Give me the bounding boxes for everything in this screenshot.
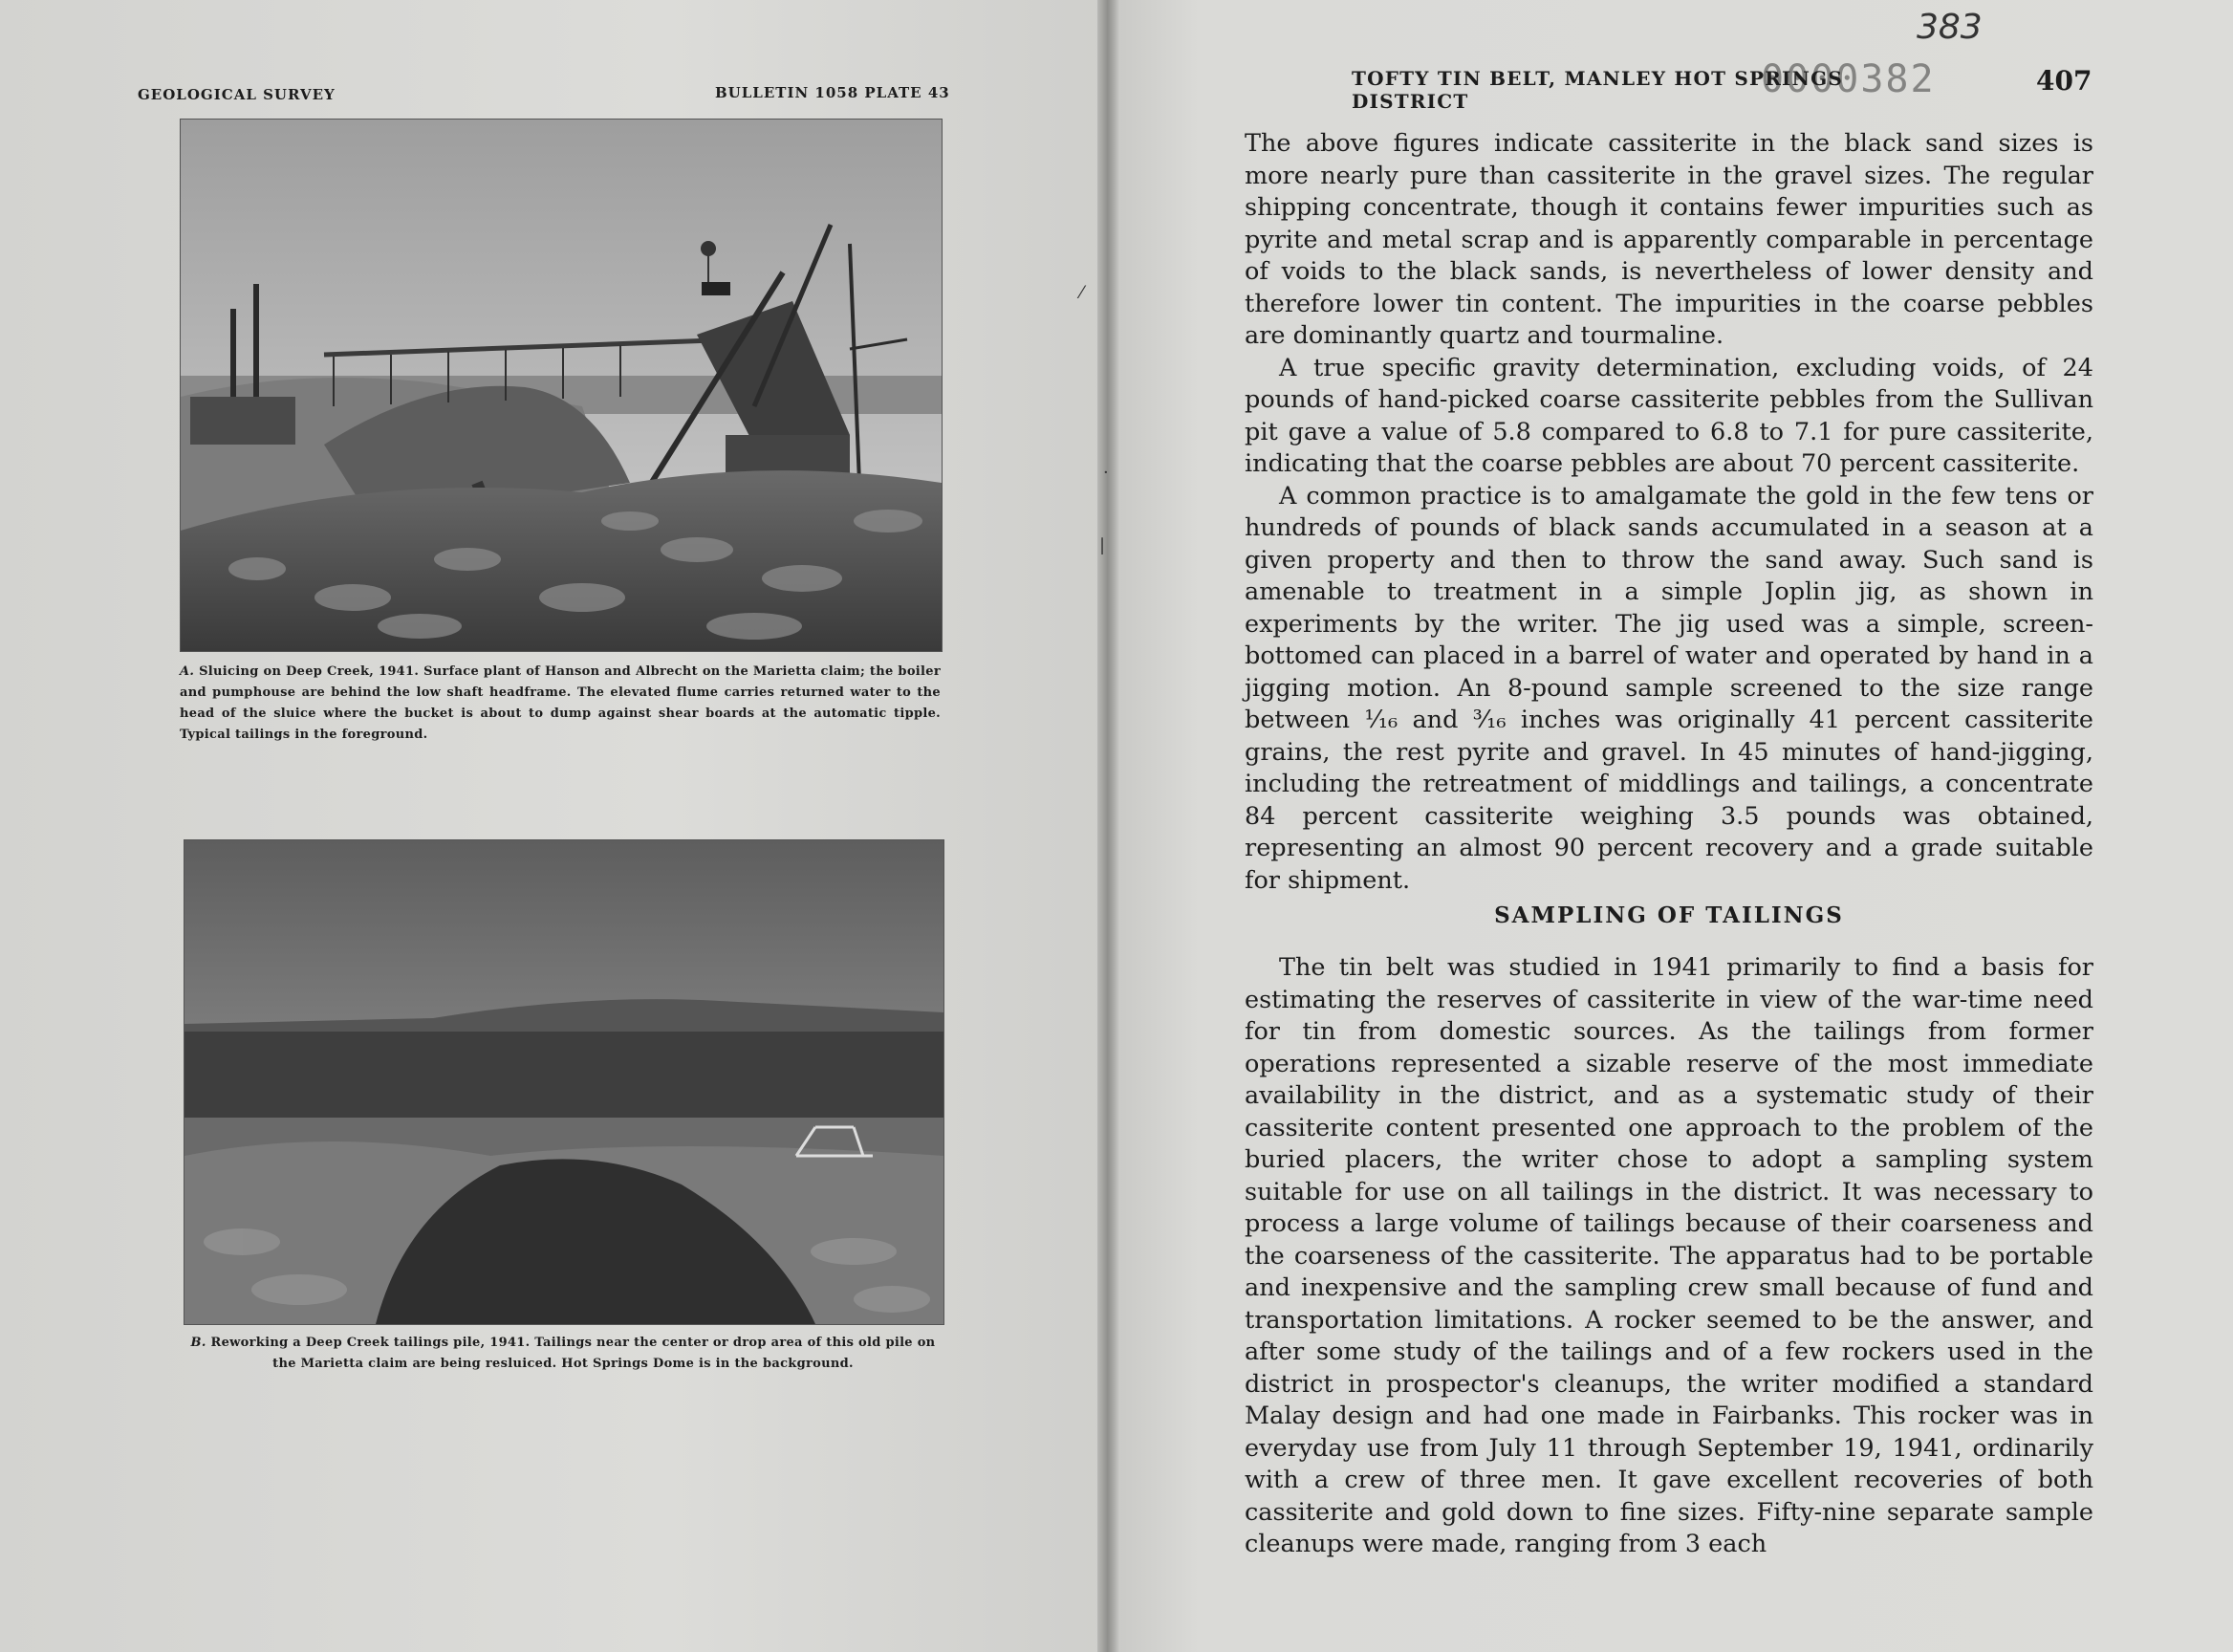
photo-b-caption: [184, 1333, 943, 1375]
margin-mark: ·: [1103, 463, 1109, 483]
stamped-number: 0000382: [1761, 57, 1936, 101]
page-number: 407: [2036, 65, 2092, 97]
photo-a-caption-text: Sluicing on Deep Creek, 1941. Surface plant of Hanson and Albrecht on the Marietta claim; the boiler and pumphouse are behind the low shaft headframe. The elevated flume carries returned water to the head of the sluice where the bucket is about to dump against shear boards at the automatic tipple. Typical tailings in the foreground.: [180, 664, 941, 742]
book-gutter: [1097, 0, 1120, 1652]
photo-b-caption-letter: B.: [190, 1336, 206, 1350]
body-text-lower: [1245, 952, 2093, 1561]
margin-mark: ⁄: [1080, 283, 1084, 303]
body-text-upper: [1245, 128, 2093, 897]
photo-b-tailings: [184, 839, 944, 1325]
paragraph-1: The above figures indicate cassiterite in the black sand sizes is more nearly pure than cassiterite in the gravel sizes. The regular shipping concentrate, though it contains fewer impurities such as pyrite and metal scrap and is apparently comparable in percentage of voids to the black sands, is nevertheless of lower density and therefore lower tin content. The impurities in the coarse pebbles are dominantly quartz and tourmaline.: [1245, 129, 2093, 350]
handwritten-page-number: 383: [1917, 8, 1983, 47]
running-head-right: TOFTY TIN BELT, MANLEY HOT SPRINGS DISTRICT: [1352, 67, 1844, 113]
photo-b-illustration: [184, 840, 943, 1324]
running-head-bulletin: BULLETIN 1058 PLATE 43: [715, 84, 950, 101]
photo-a-caption: [180, 662, 941, 746]
photo-a-sluicing: [180, 119, 943, 652]
margin-mark: |: [1099, 535, 1106, 555]
paragraph-2: A true specific gravity determination, excluding voids, of 24 pounds of hand-picked coarse cassiterite pebbles from the Sullivan pit gave a value of 5.8 compared to 6.8 to 7.1 for pure cassiterite, indicating that the coarse pebbles are about 70 percent cassiterite.: [1245, 353, 2093, 478]
photo-b-caption-text: Reworking a Deep Creek tailings pile, 1941. Tailings near the center or drop area of this old pile on the Marietta claim are being resluiced. Hot Springs Dome is in the background.: [210, 1336, 936, 1371]
paragraph-4: The tin belt was studied in 1941 primarily to find a basis for estimating the reserves of cassiterite in view of the war-time need for tin from domestic sources. As the tailings from former operations represented a sizable reserve of the most immediate availability in the district, and as a systematic study of their cassiterite content presented one approach to the problem of the buried placers, the writer chose to adopt a sampling system suitable for use on all tailings in the district. It was necessary to process a large volume of tailings because of their coarseness and the coarseness of the cassiterite. The apparatus had to be portable and inexpensive and the sampling crew small because of fund and transportation limitations. A rocker seemed to be the answer, and after some study of the tailings and of a few rockers used in the district in prospector's cleanups, the writer modified a standard Malay design and had one made in Fairbanks. This rocker was in everyday use from July 11 through September 19, 1941, ordinarily with a crew of three men. It gave excellent recoveries of both cassiterite and gold down to fine sizes. Fifty-nine separate sample cleanups were made, ranging from 3 each: [1245, 953, 2093, 1558]
photo-a-illustration: [181, 120, 942, 651]
paragraph-3: A common practice is to amalgamate the gold in the few tens or hundreds of pounds of black sands accumulated in a season at a given property and then to throw the sand away. Such sand is amenable to treatment in a simple Joplin jig, as shown in experiments by the writer. The jig used was a simple, screen-bottomed can placed in a barrel of water and operated by hand in a jigging motion. An 8-pound sample screened to the size range between ¹⁄₁₆ and ³⁄₁₆ inches was originally 41 percent cassiterite grains, the rest pyrite and gravel. In 45 minutes of hand-jigging, including the retreatment of middlings and tailings, a concentrate 84 percent cassiterite weighing 3.5 pounds was obtained, representing an almost 90 percent recovery and a grade suitable for shipment.: [1245, 481, 2093, 895]
section-heading: SAMPLING OF TAILINGS: [1494, 902, 1844, 928]
photo-a-caption-letter: A.: [180, 664, 195, 679]
running-head-left: GEOLOGICAL SURVEY: [138, 86, 336, 103]
